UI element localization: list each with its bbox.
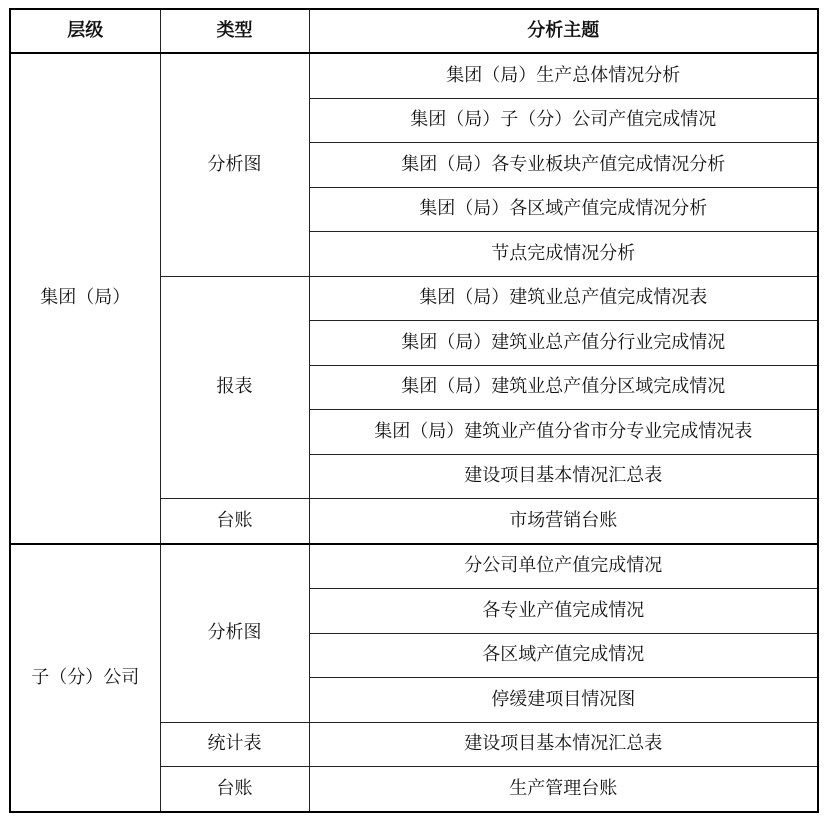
header-topic: 分析主题 (309, 9, 818, 53)
topic-cell: 集团（局）建筑业总产值分区域完成情况 (309, 365, 818, 410)
type-cell: 分析图 (160, 544, 309, 723)
topic-cell: 建设项目基本情况汇总表 (309, 722, 818, 767)
analysis-topic-table-container (9, 8, 819, 813)
topic-cell: 停缓建项目情况图 (309, 678, 818, 723)
topic-cell: 集团（局）建筑业总产值分行业完成情况 (309, 321, 818, 366)
topic-cell: 市场营销台账 (309, 499, 818, 544)
topic-cell: 节点完成情况分析 (309, 232, 818, 277)
type-cell: 报表 (160, 276, 309, 499)
topic-cell: 集团（局）各区域产值完成情况分析 (309, 187, 818, 232)
topic-cell: 集团（局）生产总体情况分析 (309, 53, 818, 98)
topic-cell: 各区域产值完成情况 (309, 633, 818, 678)
topic-cell: 集团（局）建筑业总产值完成情况表 (309, 276, 818, 321)
type-cell: 台账 (160, 499, 309, 544)
analysis-topic-table (9, 8, 819, 813)
topic-cell: 建设项目基本情况汇总表 (309, 454, 818, 499)
topic-cell: 生产管理台账 (309, 767, 818, 812)
topic-cell: 集团（局）子（分）公司产值完成情况 (309, 98, 818, 143)
topic-cell: 分公司单位产值完成情况 (309, 544, 818, 589)
table-header-row (10, 9, 818, 53)
level-cell-group: 集团（局） (10, 53, 160, 544)
table-row (10, 53, 818, 98)
type-cell: 统计表 (160, 722, 309, 767)
header-level: 层级 (10, 9, 160, 53)
type-cell: 台账 (160, 767, 309, 812)
table-row (10, 544, 818, 589)
level-cell-subsidiary: 子（分）公司 (10, 544, 160, 812)
topic-cell: 各专业产值完成情况 (309, 589, 818, 634)
topic-cell: 集团（局）各专业板块产值完成情况分析 (309, 143, 818, 188)
header-type: 类型 (160, 9, 309, 53)
topic-cell: 集团（局）建筑业产值分省市分专业完成情况表 (309, 410, 818, 455)
table-body (10, 53, 818, 812)
type-cell: 分析图 (160, 53, 309, 276)
